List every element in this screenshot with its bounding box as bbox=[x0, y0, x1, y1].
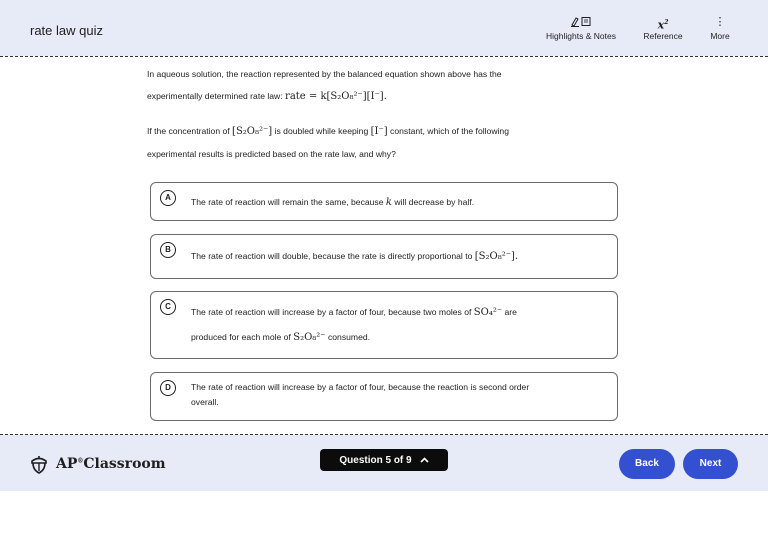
brand-name bbox=[56, 456, 166, 472]
answer-choice-b[interactable] bbox=[150, 234, 618, 279]
question-stem-paragraph-2 bbox=[147, 120, 597, 165]
more-label: More bbox=[710, 31, 730, 41]
brand-registered-mark: ® bbox=[77, 457, 84, 465]
iodide-concentration: [I⁻] bbox=[370, 126, 388, 137]
answer-choice-c[interactable] bbox=[150, 291, 618, 359]
answer-choice-a[interactable] bbox=[150, 182, 618, 221]
question-position-label: Question 5 of 9 bbox=[339, 454, 412, 466]
highlight-pen-icon bbox=[544, 16, 618, 29]
highlights-notes-button[interactable] bbox=[544, 16, 618, 41]
sulfate-ion: SO₄²⁻ bbox=[473, 307, 503, 318]
stem-text: experimentally determined rate law: bbox=[147, 91, 286, 101]
top-divider bbox=[0, 56, 768, 57]
choice-text bbox=[191, 300, 601, 350]
reference-button[interactable] bbox=[641, 16, 685, 41]
persulfate-ion: S₂O₈²⁻ bbox=[293, 332, 326, 343]
choice-text bbox=[191, 380, 601, 410]
brand-word: Classroom bbox=[83, 456, 166, 472]
stem-text: is doubled while keeping bbox=[272, 126, 371, 136]
highlights-notes-label: Highlights & Notes bbox=[546, 31, 616, 41]
reference-x2-icon: $x^2$ bbox=[657, 18, 669, 32]
chevron-up-icon bbox=[420, 455, 429, 465]
choice-line bbox=[191, 325, 601, 350]
choice-text bbox=[191, 190, 601, 215]
choice-text bbox=[191, 244, 601, 269]
next-button[interactable]: Next bbox=[683, 449, 738, 479]
acorn-logo-icon bbox=[30, 454, 48, 474]
choice-line: The rate of reaction will increase by a factor of four, because the reaction is second order bbox=[191, 382, 530, 392]
answer-choice-d[interactable] bbox=[150, 372, 618, 421]
choice-letter-badge: A bbox=[160, 190, 176, 206]
bottom-navigation-bar bbox=[0, 435, 768, 491]
stem-line bbox=[147, 85, 597, 108]
choice-letter-badge: B bbox=[160, 242, 176, 258]
brand-mark: AP bbox=[56, 456, 78, 472]
choice-text-part: The rate of reaction will double, because the rate is directly proportional to bbox=[191, 251, 475, 261]
choice-text-part: are bbox=[502, 307, 517, 317]
stem-line bbox=[147, 120, 597, 143]
question-stem-paragraph-1 bbox=[147, 63, 597, 108]
choice-text-part: produced for each mole of bbox=[191, 332, 294, 342]
choice-letter-badge: D bbox=[160, 380, 176, 396]
rate-law-equation: rate = k[S₂O₈²⁻][I⁻]. bbox=[285, 91, 387, 102]
stem-line: experimental results is predicted based on the rate law, and why? bbox=[147, 149, 396, 159]
choice-letter-badge: C bbox=[160, 299, 176, 315]
persulfate-concentration: [S₂O₈²⁻] bbox=[232, 126, 273, 137]
reference-label: Reference bbox=[643, 31, 683, 41]
rate-constant-k: k bbox=[385, 197, 392, 208]
stem-text: If the concentration of bbox=[147, 126, 233, 136]
ap-classroom-logo bbox=[30, 454, 166, 474]
choice-line: overall. bbox=[191, 397, 219, 407]
persulfate-concentration: [S₂O₈²⁻]. bbox=[474, 251, 519, 262]
choice-text-part: The rate of reaction will remain the same, because bbox=[191, 197, 386, 207]
question-navigator-button[interactable] bbox=[320, 449, 448, 471]
more-vertical-icon: ⋮ bbox=[714, 16, 726, 28]
stem-text: constant, which of the following bbox=[387, 126, 509, 136]
stem-line: In aqueous solution, the reaction represented by the balanced equation shown above has the bbox=[147, 69, 502, 79]
choice-text-part: The rate of reaction will increase by a factor of four, because two moles of bbox=[191, 307, 474, 317]
back-button[interactable]: Back bbox=[619, 449, 675, 479]
choice-line bbox=[191, 300, 601, 325]
more-button[interactable] bbox=[706, 16, 734, 41]
choice-text-part: consumed. bbox=[325, 332, 371, 342]
choice-text-part: will decrease by half. bbox=[391, 197, 475, 207]
top-toolbar bbox=[0, 0, 768, 56]
quiz-title: rate law quiz bbox=[30, 23, 103, 38]
